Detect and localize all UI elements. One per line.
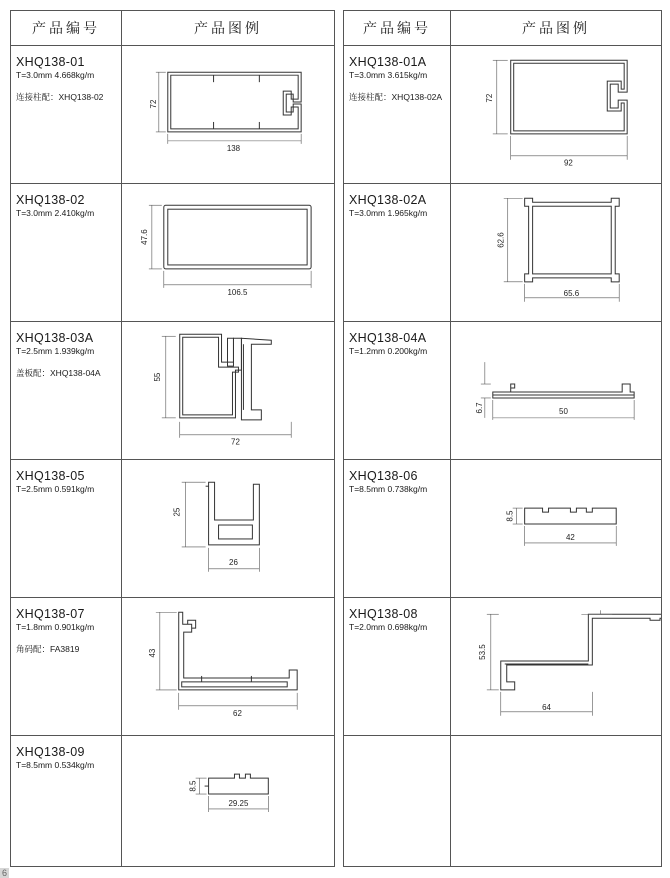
- dimension-width: 65.6: [563, 288, 580, 298]
- product-code: XHQ138-08: [349, 607, 418, 621]
- product-code: XHQ138-02A: [349, 193, 427, 207]
- product-note: 连接柱配：XHQ138-02: [16, 92, 104, 103]
- product-code: XHQ138-03A: [16, 331, 94, 345]
- product-code: XHQ138-01: [16, 55, 85, 69]
- profile-drawing-xhq138-01a: [451, 46, 661, 183]
- product-info-cell: [344, 460, 451, 598]
- table-row: [11, 736, 335, 867]
- header-figure: 产品图例: [122, 11, 335, 46]
- product-spec: T=2.0mm 0.698kg/m: [349, 622, 428, 632]
- product-spec: T=8.5mm 0.534kg/m: [16, 760, 95, 770]
- product-info-cell: [11, 460, 122, 598]
- product-spec: T=1.2mm 0.200kg/m: [349, 346, 428, 356]
- product-figure-cell: [451, 598, 662, 736]
- profile-drawing-xhq138-03a: [122, 322, 334, 459]
- profile-drawing-xhq138-04a: [451, 322, 661, 459]
- product-info-cell: [344, 322, 451, 460]
- product-spec: T=2.5mm 0.591kg/m: [16, 484, 95, 494]
- product-code: XHQ138-06: [349, 469, 418, 483]
- product-spec: T=3.0mm 2.410kg/m: [16, 208, 95, 218]
- product-figure-cell: [451, 322, 662, 460]
- table-row: [11, 460, 335, 598]
- product-info-cell: [344, 598, 451, 736]
- product-spec: T=3.0mm 1.965kg/m: [349, 208, 428, 218]
- product-code: XHQ138-07: [16, 607, 85, 621]
- product-figure-cell: [451, 184, 662, 322]
- product-spec: T=2.5mm 1.939kg/m: [16, 346, 95, 356]
- dimension-height: 25: [172, 507, 182, 517]
- product-figure-cell: [122, 184, 335, 322]
- profile-drawing-xhq138-05: [122, 460, 334, 597]
- product-code: XHQ138-02: [16, 193, 85, 207]
- product-figure-cell: [122, 598, 335, 736]
- product-code: XHQ138-04A: [349, 331, 427, 345]
- table-row: [11, 184, 335, 322]
- product-note: 连接柱配：XHQ138-02A: [349, 92, 443, 103]
- dimension-height: 47.6: [139, 229, 149, 245]
- product-figure-cell: [122, 460, 335, 598]
- table-row: [11, 46, 335, 184]
- left-catalog-table: [10, 10, 335, 867]
- table-row: [11, 598, 335, 736]
- header-figure: 产品图例: [451, 11, 662, 46]
- profile-drawing-xhq138-01: [122, 46, 334, 183]
- header-code: 产品编号: [344, 11, 451, 46]
- product-spec: T=3.0mm 4.668kg/m: [16, 70, 95, 80]
- dimension-height: 6.7: [474, 402, 484, 414]
- header-row: [344, 11, 662, 46]
- profile-drawing-xhq138-02: [122, 184, 334, 321]
- dimension-width: 29.25: [228, 798, 249, 808]
- product-info-cell: [344, 46, 451, 184]
- dimension-width: 138: [226, 143, 241, 153]
- header-code: 产品编号: [11, 11, 122, 46]
- page-number: 6: [2, 868, 8, 878]
- dimension-width: 72: [231, 437, 240, 447]
- dimension-height: 8.5: [188, 780, 198, 792]
- dimension-width: 50: [559, 406, 568, 416]
- profile-drawing-xhq138-07: [122, 598, 334, 735]
- dimension-height: 55: [152, 372, 162, 382]
- product-code: XHQ138-05: [16, 469, 85, 483]
- profile-drawing-xhq138-06: [451, 460, 661, 597]
- product-figure-cell: [122, 322, 335, 460]
- product-spec: T=3.0mm 3.615kg/m: [349, 70, 428, 80]
- dimension-height: 62.6: [496, 232, 506, 248]
- product-spec: T=8.5mm 0.738kg/m: [349, 484, 428, 494]
- empty-info-cell: [344, 736, 451, 867]
- table-row: [344, 736, 662, 867]
- product-note: 角码配：FA3819: [16, 644, 80, 655]
- product-code: XHQ138-01A: [349, 55, 427, 69]
- product-figure-cell: [451, 46, 662, 184]
- dimension-width: 62: [233, 708, 242, 718]
- product-info-cell: [11, 598, 122, 736]
- dimension-height: 53.5: [477, 644, 487, 660]
- table-row: [344, 460, 662, 598]
- table-row: [344, 598, 662, 736]
- product-info-cell: [11, 184, 122, 322]
- empty-figure-cell: [451, 736, 662, 867]
- table-row: [344, 322, 662, 460]
- product-info-cell: [344, 184, 451, 322]
- profile-drawing-xhq138-08: [451, 598, 661, 735]
- product-figure-cell: [451, 460, 662, 598]
- product-figure-cell: [122, 46, 335, 184]
- right-catalog-table: [343, 10, 662, 867]
- product-figure-cell: [122, 736, 335, 867]
- table-row: [344, 46, 662, 184]
- dimension-width: 42: [566, 532, 575, 542]
- dimension-height: 72: [148, 99, 158, 109]
- profile-drawing-xhq138-02a: [451, 184, 661, 321]
- dimension-width: 26: [229, 557, 238, 567]
- table-row: [11, 322, 335, 460]
- product-note: 盖板配：XHQ138-04A: [16, 368, 101, 379]
- dimension-height: 43: [147, 648, 157, 658]
- product-info-cell: [11, 46, 122, 184]
- header-row: [11, 11, 335, 46]
- product-info-cell: [11, 322, 122, 460]
- dimension-width: 106.5: [227, 287, 248, 297]
- product-info-cell: [11, 736, 122, 867]
- dimension-width: 64: [542, 702, 551, 712]
- dimension-height: 8.5: [505, 510, 515, 522]
- dimension-height: 72: [484, 93, 494, 103]
- product-code: XHQ138-09: [16, 745, 85, 759]
- product-spec: T=1.8mm 0.901kg/m: [16, 622, 95, 632]
- dimension-width: 92: [564, 158, 573, 168]
- table-row: [344, 184, 662, 322]
- profile-drawing-xhq138-09: [122, 736, 334, 866]
